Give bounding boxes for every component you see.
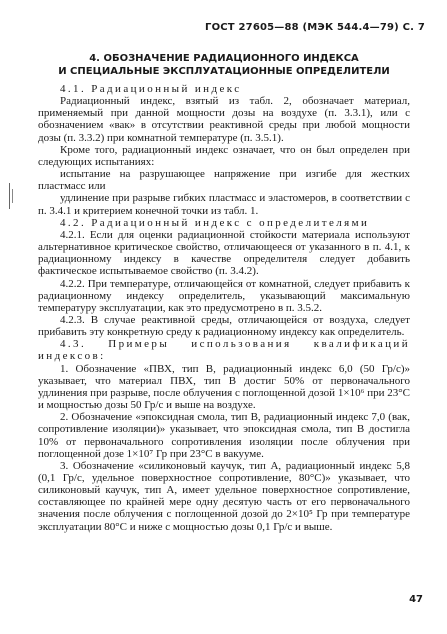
example-1: 1. Обозначение «ПВХ, тип В, радиационный индекс 6,0 (50 Гр/с)» указывает, что материал ПВХ, тип В достиг 50% от первоначального удлинения при разрыве, после облучения с поглощенной дозой 1×10⁶ при 23°С и мощностью дозы 50 Гр/с и выше на воздухе. [38, 362, 410, 412]
running-header: ГОСТ 27605—88 (МЭК 544.4—79) С. 7 [205, 22, 425, 33]
section-title-line-1: 4. ОБОЗНАЧЕНИЕ РАДИАЦИОННОГО ИНДЕКСА [89, 53, 359, 64]
paragraph: Кроме того, радиационный индекс означает, что он был определен при следующих испытаниях: [38, 143, 410, 168]
paragraph: 4.2.3. В случае реактивной среды, отличающейся от воздуха, следует прибавить эту конкретную среду к радиационному индексу как определитель. [38, 313, 410, 339]
example-3: 3. Обозначение «силиконовый каучук, тип А, радиационный индекс 5,8 (0,1 Гр/с, удельное поверхностное сопротивление, 80°С)» указывает, что силиконовый каучук, тип А, имеет удельное поверхностное сопротивление, составляющее по крайней мере одну десятую часть от его первоначального значения после облучения с поглощенной дозой до 2×10⁵ Гр при температуре эксплуатации 80°С и ниже с мощностью дозы 0,1 Гр/с и выше. [38, 459, 410, 533]
margin-mark [9, 183, 15, 209]
example-2: 2. Обозначение «эпоксидная смола, тип В, радиационный индекс 7,0 (вак, сопротивление изоляции)» указывает, что эпоксидная смола, тип В достигла 10% от первоначального сопротивления изоляции после облучения при поглощенной дозе 1×10⁷ Гр при 23°С в вакууме. [38, 411, 410, 460]
paragraph: испытание на разрушающее напряжение при изгибе для жестких пластмасс или [38, 168, 410, 193]
paragraph: 4.2.2. При температуре, отличающейся от комнатной, следует прибавить к радиационному индексу определитель, указывающий максимальную температуру эксплуатации, как это предусмотрено в п. 3.5.2. [38, 277, 410, 314]
subsection-heading-4-2: 4.2. Радиационный индекс с определителями [60, 216, 370, 229]
subsection-heading-4-3: 4.3. Примеры использования квалификаций индексов: [38, 338, 410, 363]
section-title-line-2: И СПЕЦИАЛЬНЫЕ ЭКСПЛУАТАЦИОННЫЕ ОПРЕДЕЛИТЕЛИ [58, 66, 390, 77]
paragraph: удлинение при разрыве гибких пластмасс и эластомеров, в соответствии с п. 3.4.1 и критерием конечной точки из табл. 1. [38, 192, 410, 217]
paragraph: Радиационный индекс, взятый из табл. 2, обозначает материал, применяемый при данной мощности дозы на воздухе (п. 3.3.1), или с обозначением «вак» в отсутствии реактивной среды при любой мощности дозы (п. 3.3.2) при комнатной температуре (п. 3.5.1). [38, 95, 410, 144]
page-number: 47 [409, 594, 423, 605]
section-title [38, 52, 410, 78]
document-body [38, 83, 410, 533]
subsection-heading-4-1: 4.1. Радиационный индекс [60, 83, 242, 95]
paragraph: 4.2.1. Если для оценки радиационной стойкости материала используют альтернативное критическое свойство, отличающееся от указанного в п. 4.1, к радиационному индексу в качестве определителя следует добавить фактическое испытываемое свойство (п. 3.4.2). [38, 228, 410, 278]
